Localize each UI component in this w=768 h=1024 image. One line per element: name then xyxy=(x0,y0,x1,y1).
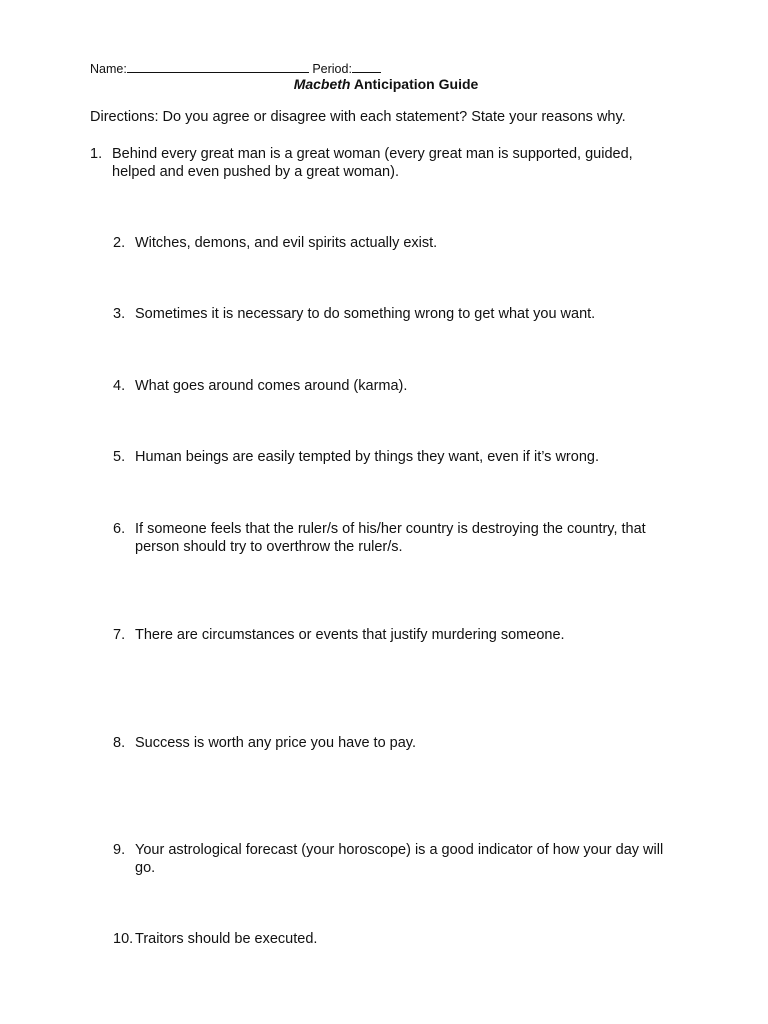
statement-number: 9. xyxy=(113,842,126,858)
statement-number: 10. xyxy=(113,931,134,947)
statement-number: 3. xyxy=(113,306,126,322)
period-blank[interactable] xyxy=(352,61,381,73)
statement-text: Traitors should be executed. xyxy=(135,931,318,947)
statement-number: 5. xyxy=(113,449,126,465)
period-label: Period: xyxy=(312,62,352,76)
statement-text: What goes around comes around (karma). xyxy=(135,378,408,394)
statement-text: Your astrological forecast (your horoscope) is a good indicator of how your day will go. xyxy=(135,842,664,876)
header-fields xyxy=(90,61,381,76)
statement-number: 1. xyxy=(90,146,103,162)
statement-number: 2. xyxy=(113,235,126,251)
statement-number: 4. xyxy=(113,378,126,394)
page-title xyxy=(0,76,768,92)
statement-text: Witches, demons, and evil spirits actually exist. xyxy=(135,235,438,251)
statement-text: Human beings are easily tempted by things they want, even if it’s wrong. xyxy=(135,449,599,465)
title-play-name: Macbeth xyxy=(293,76,351,92)
name-label: Name: xyxy=(90,62,127,76)
statement-number: 8. xyxy=(113,735,126,751)
statement-text: Sometimes it is necessary to do something wrong to get what you want. xyxy=(135,306,596,322)
statement-text: Success is worth any price you have to pay. xyxy=(135,735,417,751)
statement-text: If someone feels that the ruler/s of his/her country is destroying the country, that person should try to overthrow the ruler/s. xyxy=(135,521,646,555)
name-blank[interactable] xyxy=(127,61,309,73)
statement-number: 7. xyxy=(113,627,126,643)
directions-text: Directions: Do you agree or disagree with each statement? State your reasons why. xyxy=(90,109,626,125)
statement-text: There are circumstances or events that justify murdering someone. xyxy=(135,627,565,643)
title-rest: Anticipation Guide xyxy=(350,76,479,92)
statement-text: Behind every great man is a great woman (every great man is supported, guided, helped and even pushed by a great woman). xyxy=(112,146,633,180)
statement-number: 6. xyxy=(113,521,126,537)
